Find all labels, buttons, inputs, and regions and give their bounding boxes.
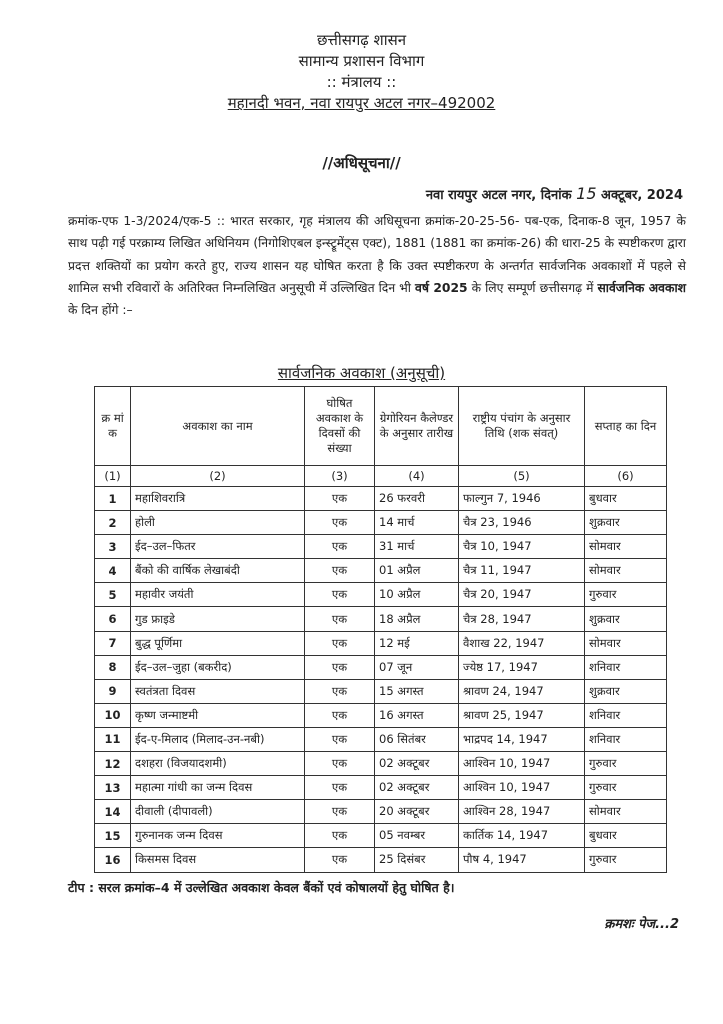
column-number: (3) [305, 466, 375, 487]
paragraph-text-3: के दिन होंगे :– [68, 303, 133, 318]
serial-cell: 5 [95, 583, 131, 607]
gregorian-date-cell: 15 अगस्त [375, 679, 459, 703]
saka-date-cell: श्रावण 25, 1947 [459, 703, 585, 727]
paragraph-year: वर्ष 2025 [415, 280, 468, 295]
saka-date-cell: वैशाख 22, 1947 [459, 631, 585, 655]
days-count-cell: एक [305, 776, 375, 800]
serial-cell: 7 [95, 631, 131, 655]
serial-cell: 9 [95, 679, 131, 703]
footnote: टीप : सरल क्रमांक–4 में उल्लेखित अवकाश केवल बैंकों एवं कोषालयों हेतु घोषित है। [68, 880, 455, 895]
saka-date-cell: चैत्र 11, 1947 [459, 559, 585, 583]
serial-cell: 15 [95, 824, 131, 848]
gregorian-date-cell: 06 सितंबर [375, 727, 459, 751]
saka-date-cell: आश्विन 28, 1947 [459, 800, 585, 824]
table-row [95, 776, 667, 800]
header [0, 30, 723, 114]
serial-cell: 2 [95, 511, 131, 535]
weekday-cell: बुधवार [585, 487, 667, 511]
holiday-name-cell: ईद–उल–जुहा (बकरीद) [131, 655, 305, 679]
header-serial: क्र मां क [95, 387, 131, 466]
table-row [95, 800, 667, 824]
holiday-name-cell: गुरुनानक जन्म दिवस [131, 824, 305, 848]
saka-date-cell: चैत्र 23, 1946 [459, 511, 585, 535]
paragraph-text-2: के लिए सम्पूर्ण छत्तीसगढ़ में [471, 280, 594, 295]
gregorian-date-cell: 10 अप्रैल [375, 583, 459, 607]
dateline-suffix: अक्टूबर, 2024 [601, 188, 683, 203]
weekday-cell: शुक्रवार [585, 679, 667, 703]
table-row [95, 607, 667, 631]
paragraph-public-holiday: सार्वजनिक अवकाश [597, 280, 686, 295]
serial-cell: 8 [95, 655, 131, 679]
weekday-cell: सोमवार [585, 535, 667, 559]
days-count-cell: एक [305, 511, 375, 535]
table-row [95, 559, 667, 583]
holiday-name-cell: ईद-ए-मिलाद (मिलाद-उन-नबी) [131, 727, 305, 751]
serial-cell: 12 [95, 752, 131, 776]
holiday-name-cell: महावीर जयंती [131, 583, 305, 607]
serial-cell: 1 [95, 487, 131, 511]
gregorian-date-cell: 12 मई [375, 631, 459, 655]
serial-cell: 10 [95, 703, 131, 727]
gregorian-date-cell: 02 अक्टूबर [375, 752, 459, 776]
days-count-cell: एक [305, 800, 375, 824]
days-count-cell: एक [305, 848, 375, 872]
column-number: (6) [585, 466, 667, 487]
holiday-name-cell: स्वतंत्रता दिवस [131, 679, 305, 703]
saka-date-cell: चैत्र 20, 1947 [459, 583, 585, 607]
gregorian-date-cell: 20 अक्टूबर [375, 800, 459, 824]
table-row [95, 752, 667, 776]
holiday-name-cell: बैंको की वार्षिक लेखाबंदी [131, 559, 305, 583]
saka-date-cell: आश्विन 10, 1947 [459, 752, 585, 776]
table-row [95, 824, 667, 848]
dateline [426, 184, 683, 203]
gregorian-date-cell: 25 दिसंबर [375, 848, 459, 872]
column-number: (4) [375, 466, 459, 487]
days-count-cell: एक [305, 655, 375, 679]
ministry-name: :: मंत्रालय :: [326, 73, 397, 91]
table-row [95, 631, 667, 655]
gregorian-date-cell: 07 जून [375, 655, 459, 679]
holiday-name-cell: दशहरा (विजयादशमी) [131, 752, 305, 776]
days-count-cell: एक [305, 631, 375, 655]
gregorian-date-cell: 05 नवम्बर [375, 824, 459, 848]
holiday-name-cell: दीवाली (दीपावली) [131, 800, 305, 824]
gregorian-date-cell: 14 मार्च [375, 511, 459, 535]
weekday-cell: सोमवार [585, 559, 667, 583]
column-number: (1) [95, 466, 131, 487]
gregorian-date-cell: 31 मार्च [375, 535, 459, 559]
column-number-row [95, 466, 667, 487]
weekday-cell: शनिवार [585, 703, 667, 727]
table-row [95, 655, 667, 679]
weekday-cell: शनिवार [585, 727, 667, 751]
table-title: सार्वजनिक अवकाश (अनुसूची) [277, 364, 446, 382]
days-count-cell: एक [305, 727, 375, 751]
table-row [95, 679, 667, 703]
saka-date-cell: कार्तिक 14, 1947 [459, 824, 585, 848]
header-saka-date: राष्ट्रीय पंचांग के अनुसार तिथि (शक संवत्) [459, 387, 585, 466]
weekday-cell: सोमवार [585, 631, 667, 655]
holiday-name-cell: होली [131, 511, 305, 535]
holiday-name-cell: किसमस दिवस [131, 848, 305, 872]
days-count-cell: एक [305, 535, 375, 559]
holiday-name-cell: गुड फ्राइडे [131, 607, 305, 631]
serial-cell: 13 [95, 776, 131, 800]
column-number: (2) [131, 466, 305, 487]
table-header-row [95, 387, 667, 466]
holiday-name-cell: ईद–उल–फितर [131, 535, 305, 559]
table-row [95, 583, 667, 607]
handwritten-day: 15 [576, 184, 597, 203]
days-count-cell: एक [305, 703, 375, 727]
serial-cell: 14 [95, 800, 131, 824]
header-gregorian-date: ग्रेगोरियन कैलेण्डर के अनुसार तारीख [375, 387, 459, 466]
table-row [95, 848, 667, 872]
header-days-count: घोषित अवकाश के दिवसों की संख्या [305, 387, 375, 466]
continuation-note: क्रमशः पेज...2 [604, 917, 679, 932]
serial-cell: 4 [95, 559, 131, 583]
saka-date-cell: पौष 4, 1947 [459, 848, 585, 872]
serial-cell: 11 [95, 727, 131, 751]
holiday-name-cell: कृष्ण जन्माष्टमी [131, 703, 305, 727]
gregorian-date-cell: 02 अक्टूबर [375, 776, 459, 800]
saka-date-cell: ज्येष्ठ 17, 1947 [459, 655, 585, 679]
weekday-cell: शनिवार [585, 655, 667, 679]
department-name: सामान्य प्रशासन विभाग [298, 52, 425, 70]
holiday-name-cell: बुद्ध पूर्णिमा [131, 631, 305, 655]
gregorian-date-cell: 26 फरवरी [375, 487, 459, 511]
serial-cell: 3 [95, 535, 131, 559]
gregorian-date-cell: 16 अगस्त [375, 703, 459, 727]
notification-title: //अधिसूचना// [322, 154, 401, 172]
header-weekday: सप्ताह का दिन [585, 387, 667, 466]
table-row [95, 535, 667, 559]
saka-date-cell: फाल्गुन 7, 1946 [459, 487, 585, 511]
table-row [95, 487, 667, 511]
column-number: (5) [459, 466, 585, 487]
days-count-cell: एक [305, 752, 375, 776]
weekday-cell: गुरुवार [585, 752, 667, 776]
weekday-cell: सोमवार [585, 800, 667, 824]
saka-date-cell: आश्विन 10, 1947 [459, 776, 585, 800]
days-count-cell: एक [305, 679, 375, 703]
gregorian-date-cell: 01 अप्रैल [375, 559, 459, 583]
table-row [95, 703, 667, 727]
saka-date-cell: चैत्र 28, 1947 [459, 607, 585, 631]
weekday-cell: गुरुवार [585, 583, 667, 607]
header-holiday-name: अवकाश का नाम [131, 387, 305, 466]
weekday-cell: शुक्रवार [585, 607, 667, 631]
office-address: महानदी भवन, नवा रायपुर अटल नगर–492002 [227, 94, 496, 112]
days-count-cell: एक [305, 607, 375, 631]
saka-date-cell: श्रावण 24, 1947 [459, 679, 585, 703]
days-count-cell: एक [305, 583, 375, 607]
table-row [95, 727, 667, 751]
holiday-name-cell: महात्मा गांधी का जन्म दिवस [131, 776, 305, 800]
days-count-cell: एक [305, 487, 375, 511]
weekday-cell: शुक्रवार [585, 511, 667, 535]
holiday-name-cell: महाशिवरात्रि [131, 487, 305, 511]
paragraph-text-1: क्रमांक-एफ 1-3/2024/एक-5 :: भारत सरकार, गृह मंत्रालय की अधिसूचना क्रमांक-20-25-56- पब-एक, दिनाक-8 जून, 1957 के साथ पढ़ी गई परक्राम्य लिखित अधिनियम (निगोशिएबल इन्स्ट्रूमेंट्स एक्ट), 1881 (1881 का क्रमांक-26) की धारा-25 के स्पष्टीकरण द्वारा प्रदत्त शक्तियों का प्रयोग करते हुए, राज्य शासन यह घोषित करता है कि उक्त स्पष्टीकरण के अन्तर्गत सार्वजनिक अवकाशों में पहले से शामिल सभी रविवारों के अतिरिक्त निम्नलिखित अनुसूची में उल्लिखित दिन भी [68, 214, 686, 295]
serial-cell: 16 [95, 848, 131, 872]
notification-paragraph [68, 210, 686, 321]
weekday-cell: बुधवार [585, 824, 667, 848]
saka-date-cell: चैत्र 10, 1947 [459, 535, 585, 559]
weekday-cell: गुरुवार [585, 848, 667, 872]
dateline-prefix: नवा रायपुर अटल नगर, दिनांक [425, 188, 572, 203]
table-row [95, 511, 667, 535]
gregorian-date-cell: 18 अप्रैल [375, 607, 459, 631]
holiday-table [94, 386, 667, 873]
days-count-cell: एक [305, 559, 375, 583]
serial-cell: 6 [95, 607, 131, 631]
saka-date-cell: भाद्रपद 14, 1947 [459, 727, 585, 751]
government-name: छत्तीसगढ़ शासन [316, 31, 407, 49]
weekday-cell: गुरुवार [585, 776, 667, 800]
days-count-cell: एक [305, 824, 375, 848]
